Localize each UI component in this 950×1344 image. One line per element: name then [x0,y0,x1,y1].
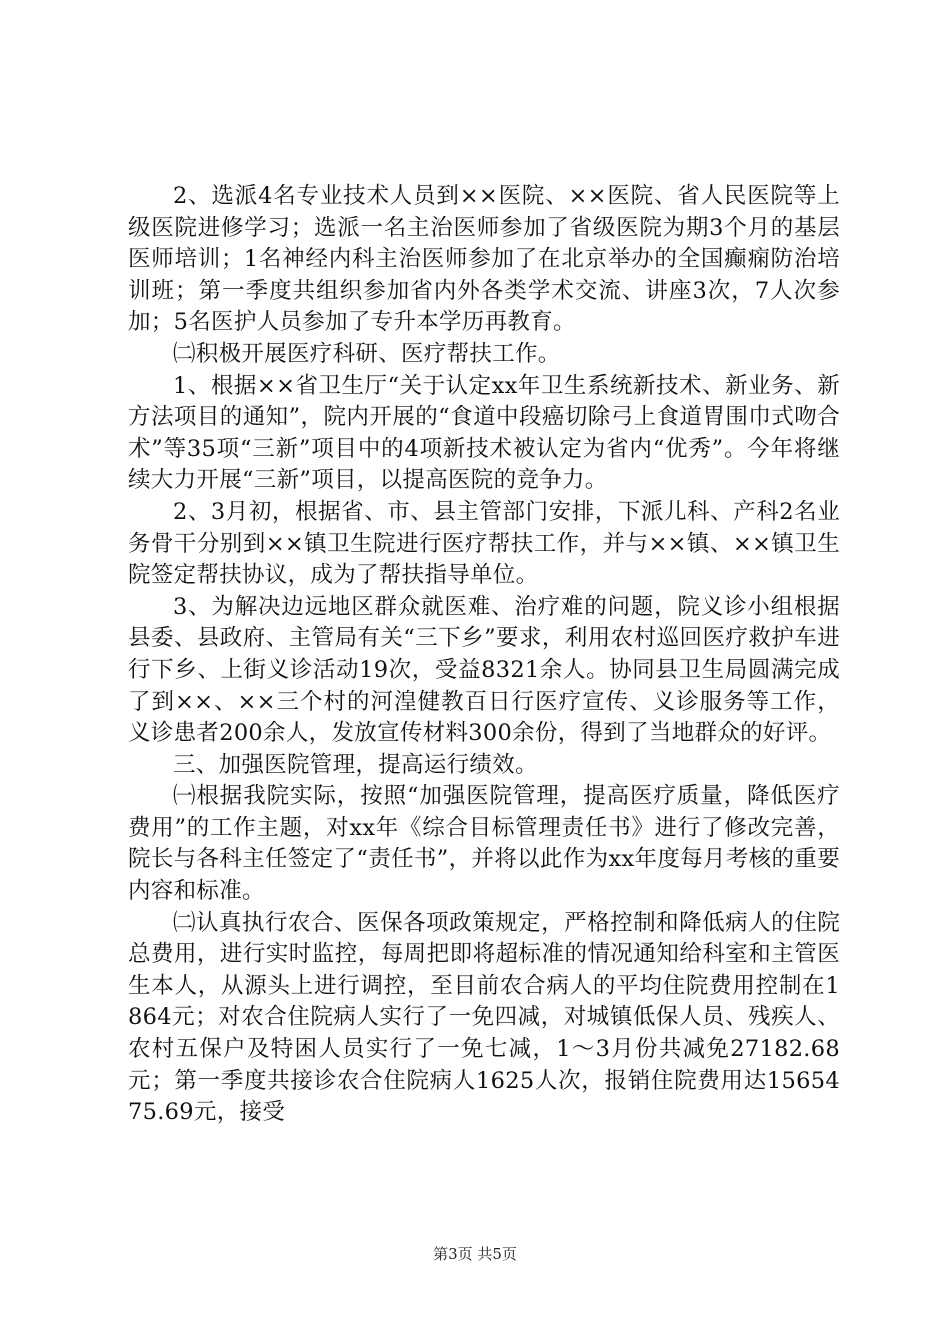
paragraph-heading-research: ㈡积极开展医疗科研、医疗帮扶工作。 [173,340,561,367]
paragraph-insurance-policy: ㈡认真执行农合、医保各项政策规定，严格控制和降低病人的住院总费用，进行实时监控，每周把即将超标准的情况通知给科室和主管医生本人，从源头上进行调控，至目前农合病人的平均住院费用控制在1864元；对农合住院病人实行了一免四减，对城镇低保人员、残疾人、农村五保户及特困人员实行了一免七减，1～3月份共减免27182.68元；第一季度共接诊农合住院病人1625人次，报销住院费用达1565475.69元，接受 [128,909,840,1126]
paragraph-new-techniques: 1、根据××省卫生厅“关于认定xx年卫生系统新技术、新业务、新方法项目的通知”，院内开展的“食道中段癌切除弓上食道胃围巾式吻合术”等35项“三新”项目中的4项新技术被认定为省内“优秀”。今年将继续大力开展“三新”项目，以提高医院的竞争力。 [128,372,840,494]
document-body [128,181,840,1191]
page-number-footer: 第3页 共5页 [433,1245,517,1263]
paragraph-heading-management: 三、加强医院管理，提高运行绩效。 [173,751,538,778]
paragraph-free-clinic: 3、为解决边远地区群众就医难、治疗难的问题，院义诊小组根据县委、县政府、主管局有关“三下乡”要求，利用农村巡回医疗救护车进行下乡、上街义诊活动19次，受益8321余人。协同县卫生局圆满完成了到××、××三个村的河湟健教百日行医疗宣传、义诊服务等工作，义诊患者200余人，发放宣传材料300余份，得到了当地群众的好评。 [128,593,840,747]
paragraph-responsibility: ㈠根据我院实际，按照“加强医院管理，提高医疗质量，降低医疗费用”的工作主题，对xx年《综合目标管理责任书》进行了修改完善，院长与各科主任签定了“责任书”，并将以此作为xx年度每月考核的重要内容和标准。 [128,783,840,905]
paragraph-assistance: 2、3月初，根据省、市、县主管部门安排，下派儿科、产科2名业务骨干分别到××镇卫生院进行医疗帮扶工作，并与××镇、××镇卫生院签定帮扶协议，成为了帮扶指导单位。 [128,498,840,589]
paragraph-training: 2、选派4名专业技术人员到××医院、××医院、省人民医院等上级医院进修学习；选派一名主治医师参加了省级医院为期3个月的基层医师培训；1名神经内科主治医师参加了在北京举办的全国癫痫防治培训班；第一季度共组织参加省内外各类学术交流、讲座3次，7人次参加；5名医护人员参加了专升本学历再教育。 [128,183,840,336]
